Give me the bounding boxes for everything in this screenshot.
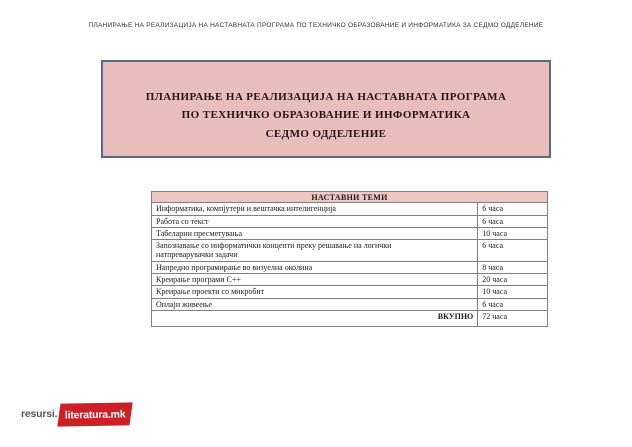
- table-header-row: [152, 192, 548, 203]
- topic-cell: Креирање проекти со микробит: [152, 286, 478, 298]
- table-row: [152, 298, 548, 310]
- table-row: [152, 227, 548, 239]
- table-title: НАСТАВНИ ТЕМИ: [152, 192, 548, 203]
- logo-brand-text: literatura.mk: [65, 407, 126, 422]
- curriculum-table: [151, 191, 548, 327]
- topic-cell: Информатика, компјутери и вештачка интелигенција: [152, 203, 478, 215]
- logo-prefix-text: resursi.: [21, 408, 58, 420]
- topic-cell: Запознавање со информатички концепти преку решавање на логички натпреварувачки задачи: [152, 240, 478, 262]
- table-row: [152, 261, 548, 273]
- title-line-2: ПО ТЕХНИЧКО ОБРАЗОВАНИЕ И ИНФОРМАТИКА: [181, 109, 471, 122]
- title-box: [101, 60, 551, 158]
- table-row: [152, 274, 548, 286]
- table-row: [152, 286, 548, 298]
- topic-cell: Креирање програми C++: [152, 274, 478, 286]
- table-row: [152, 215, 548, 227]
- hours-cell: 6 часа: [478, 203, 548, 215]
- table-row: [152, 203, 548, 215]
- title-line-3: СЕДМО ОДДЕЛЕНИЕ: [265, 127, 387, 140]
- hours-cell: 10 часа: [478, 227, 548, 239]
- topic-cell: Работа со текст: [152, 215, 478, 227]
- total-label-cell: ВКУПНО: [152, 310, 478, 326]
- hours-cell: 6 часа: [478, 240, 548, 262]
- title-line-1: ПЛАНИРАЊЕ НА РЕАЛИЗАЦИЈА НА НАСТАВНАТА ПРОГРАМА: [145, 90, 507, 103]
- table-row: [152, 240, 548, 262]
- hours-cell: 20 часа: [478, 274, 548, 286]
- resursi-literatura-logo: [21, 404, 132, 424]
- hours-cell: 6 часа: [478, 298, 548, 310]
- hours-cell: 10 часа: [478, 286, 548, 298]
- topic-cell: Табеларни пресметувања: [152, 227, 478, 239]
- hours-cell: 6 часа: [478, 215, 548, 227]
- running-header: ПЛАНИРАЊЕ НА РЕАЛИЗАЦИЈА НА НАСТАВНАТА ПРОГРАМА ПО ТЕХНИЧКО ОБРАЗОВАНИЕ И ИНФОРМАТИКА ЗА СЕДМО ОДДЕЛЕНИЕ: [88, 22, 544, 29]
- table-total-row: [152, 310, 548, 326]
- total-hours-cell: 72 часа: [478, 310, 548, 326]
- logo-brand-badge: [58, 402, 134, 426]
- hours-cell: 8 часа: [478, 261, 548, 273]
- topic-cell: Напредно програмирање во визуелна околина: [152, 261, 478, 273]
- topic-cell: Онлајн живеење: [152, 298, 478, 310]
